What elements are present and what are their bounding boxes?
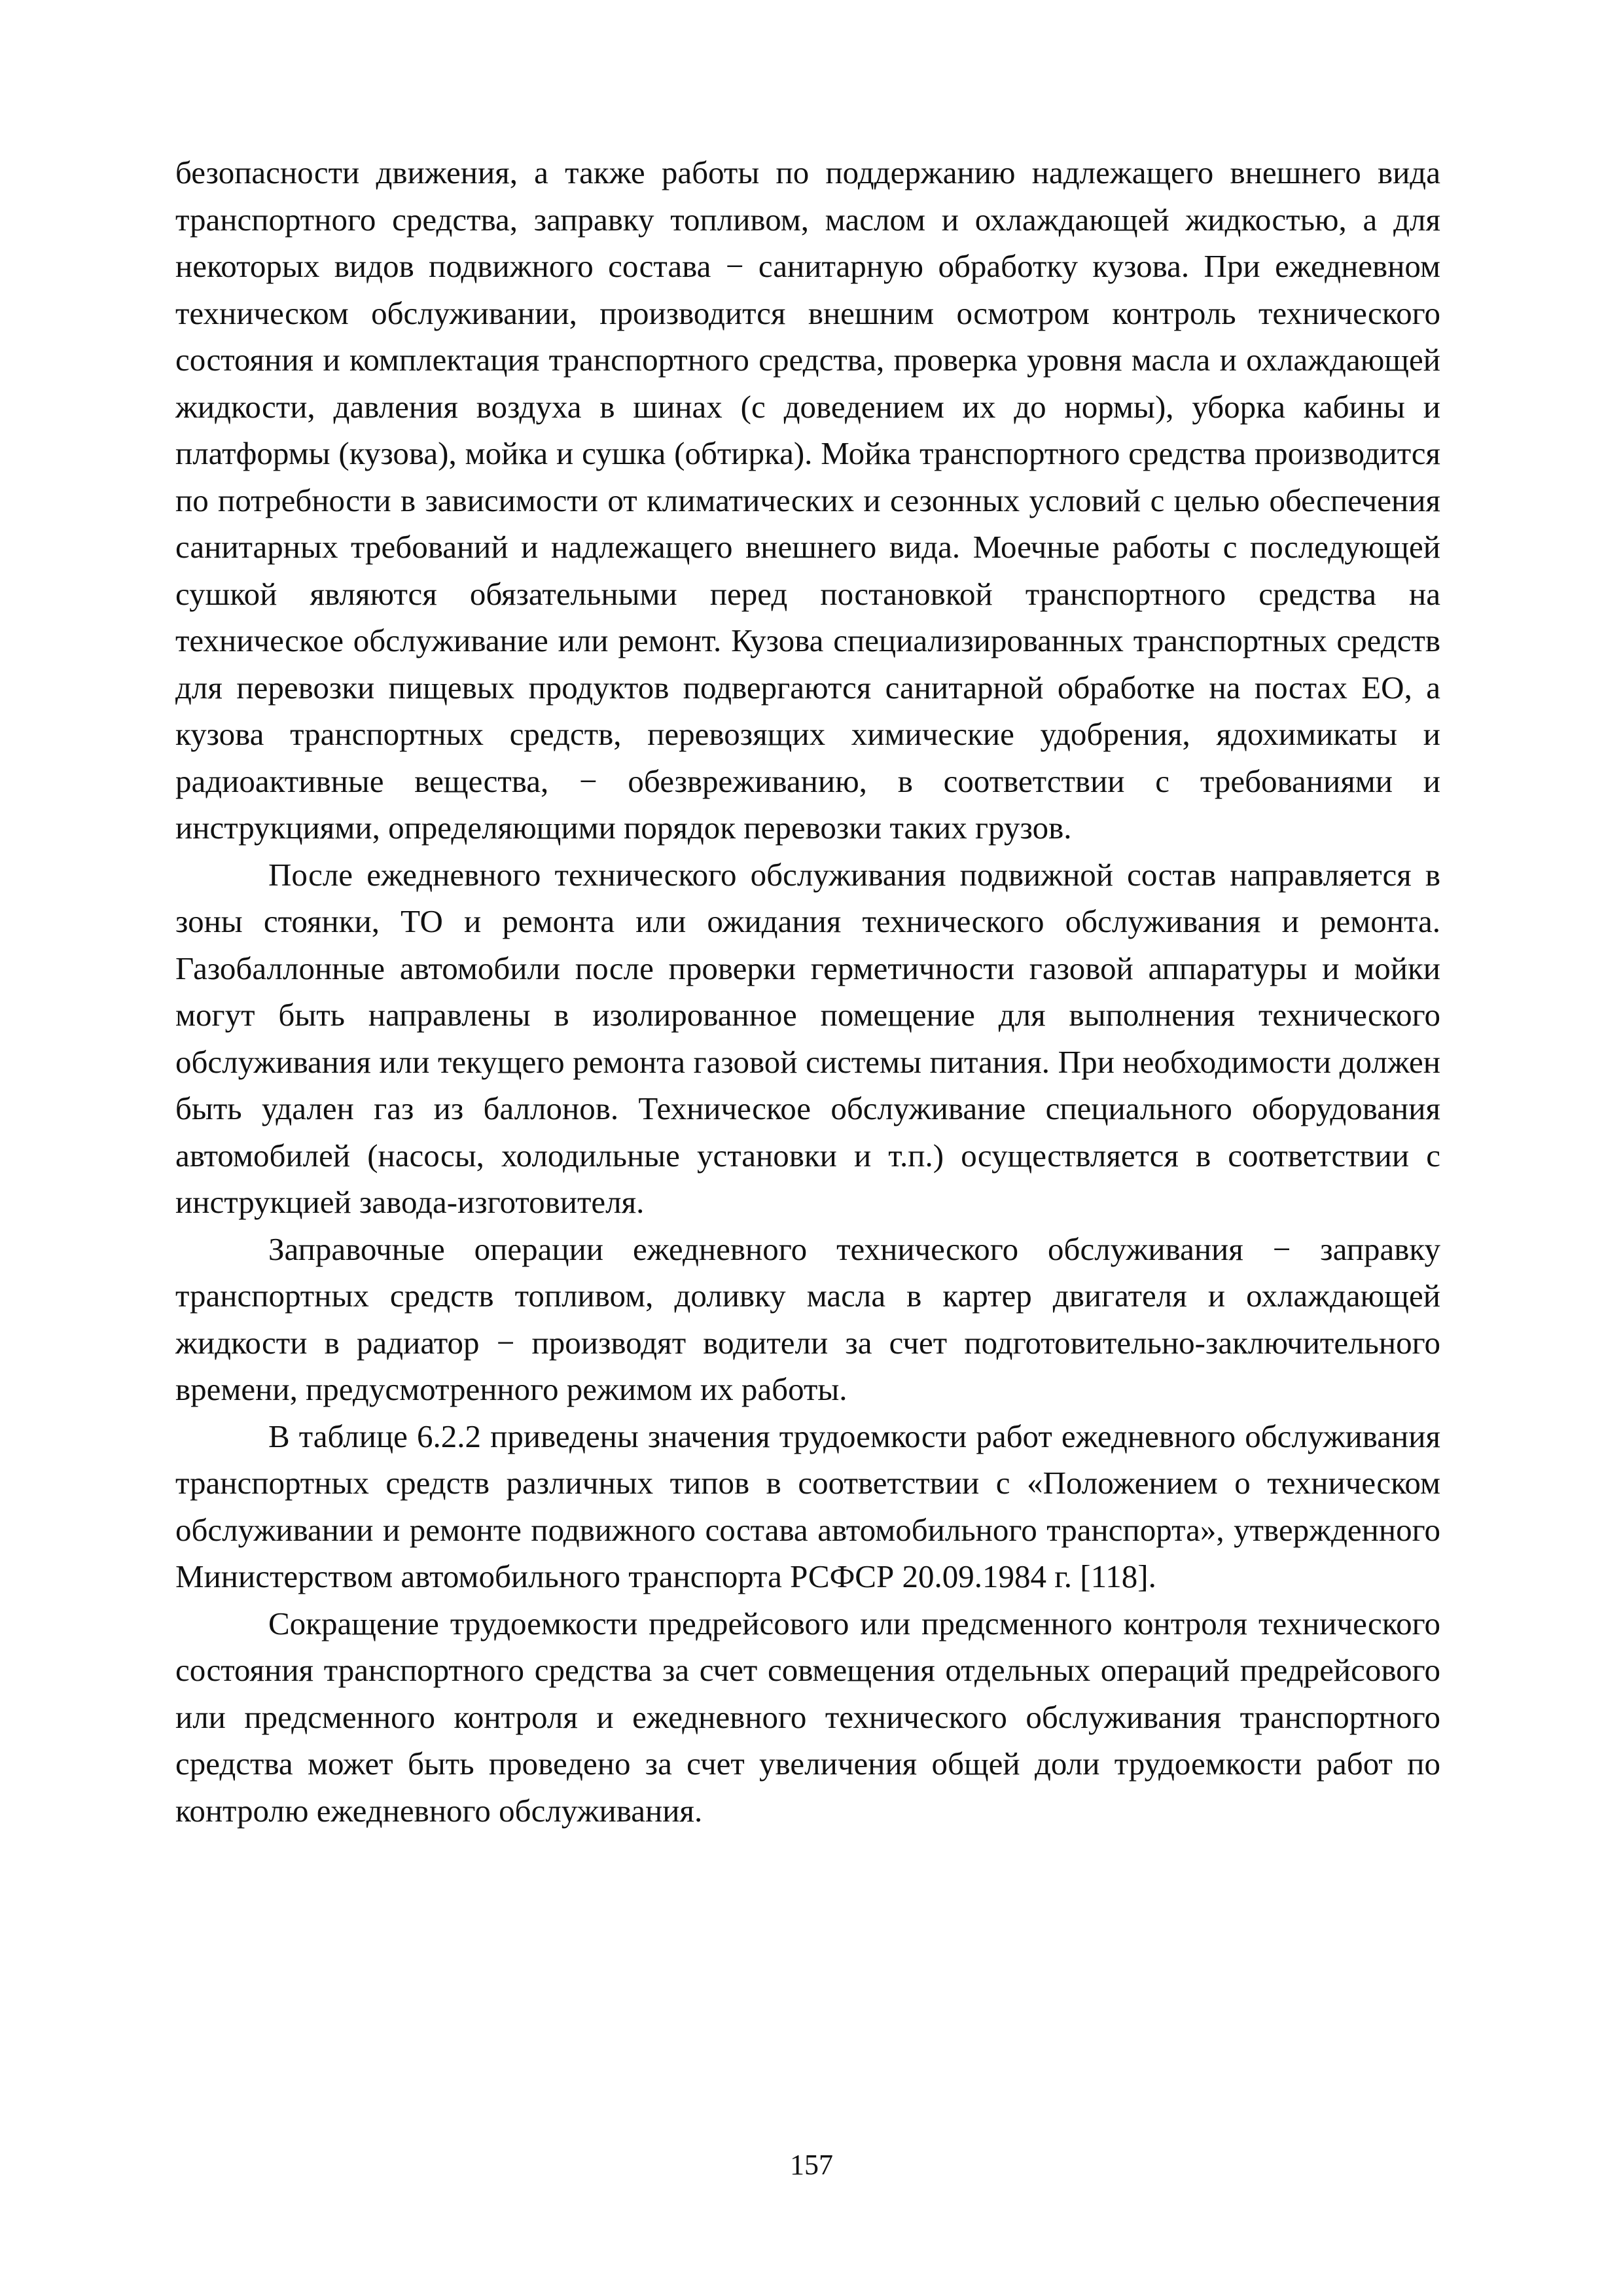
document-page (175, 149, 1440, 1834)
paragraph-after-maintenance: После ежедневного технического обслуживания подвижной состав направляется в зоны стоянки, ТО и ремонта или ожидания технического обслуживания и ремонта. Газобаллонные автомобили после проверки герметичности газовой аппаратуры и мойки могут быть направлены в изолированное помещение для выполнения технического обслуживания или текущего ремонта газовой системы питания. При необходимости должен быть удален газ из баллонов. Техническое обслуживание специального оборудования автомобилей (насосы, холодильные установки и т.п.) осуществляется в соответствии с инструкцией завода-изготовителя. (175, 856, 1440, 1220)
paragraph-refueling-operations: Заправочные операции ежедневного технического обслуживания − заправку транспортных средств топливом, доливку масла в картер двигателя и охлаждающей жидкости в радиатор − производят водители за счет подготовительно-заключительного времени, предусмотренного режимом их работы. (175, 1230, 1440, 1407)
paragraph-table-reference: В таблице 6.2.2 приведены значения трудоемкости работ ежедневного обслуживания транспортных средств различных типов в соответствии с «Положением о техническом обслуживании и ремонте подвижного состава автомобильного транспорта», утвержденного Министерством автомобильного транспорта РСФСР 20.09.1984 г. [118]. (175, 1418, 1440, 1594)
paragraph-continuation: безопасности движения, а также работы по поддержанию надлежащего внешнего вида транспортного средства, заправку топливом, маслом и охлаждающей жидкостью, а для некоторых видов подвижного состава − санитарную обработку кузова. При ежедневном техническом обслуживании, производится внешним осмотром контроль технического состояния и комплектация транспортного средства, проверка уровня масла и охлаждающей жидкости, давления воздуха в шинах (с доведением их до нормы), уборка кабины и платформы (кузова), мойка и сушка (обтирка). Мойка транспортного средства производится по потребности в зависимости от климатических и сезонных условий с целью обеспечения санитарных требований и надлежащего внешнего вида. Моечные работы с последующей сушкой являются обязательными перед постановкой транспортного средства на техническое обслуживание или ремонт. Кузова специализированных транспортных средств для перевозки пищевых продуктов подвергаются санитарной обработке на постах ЕО, а кузова транспортных средств, перевозящих химические удобрения, ядохимикаты и радиоактивные вещества, − обезвреживанию, в соответствии с требованиями и инструкциями, определяющими порядок перевозки таких грузов. (175, 154, 1440, 846)
paragraph-labor-reduction: Сокращение трудоемкости предрейсового или предсменного контроля технического состояния транспортного средства за счет совмещения отдельных операций предрейсового или предсменного контроля и ежедневного технического обслуживания транспортного средства может быть проведено за счет увеличения общей доли трудоемкости работ по контролю ежедневного обслуживания. (175, 1605, 1440, 1829)
page-number: 157 (790, 2149, 833, 2181)
